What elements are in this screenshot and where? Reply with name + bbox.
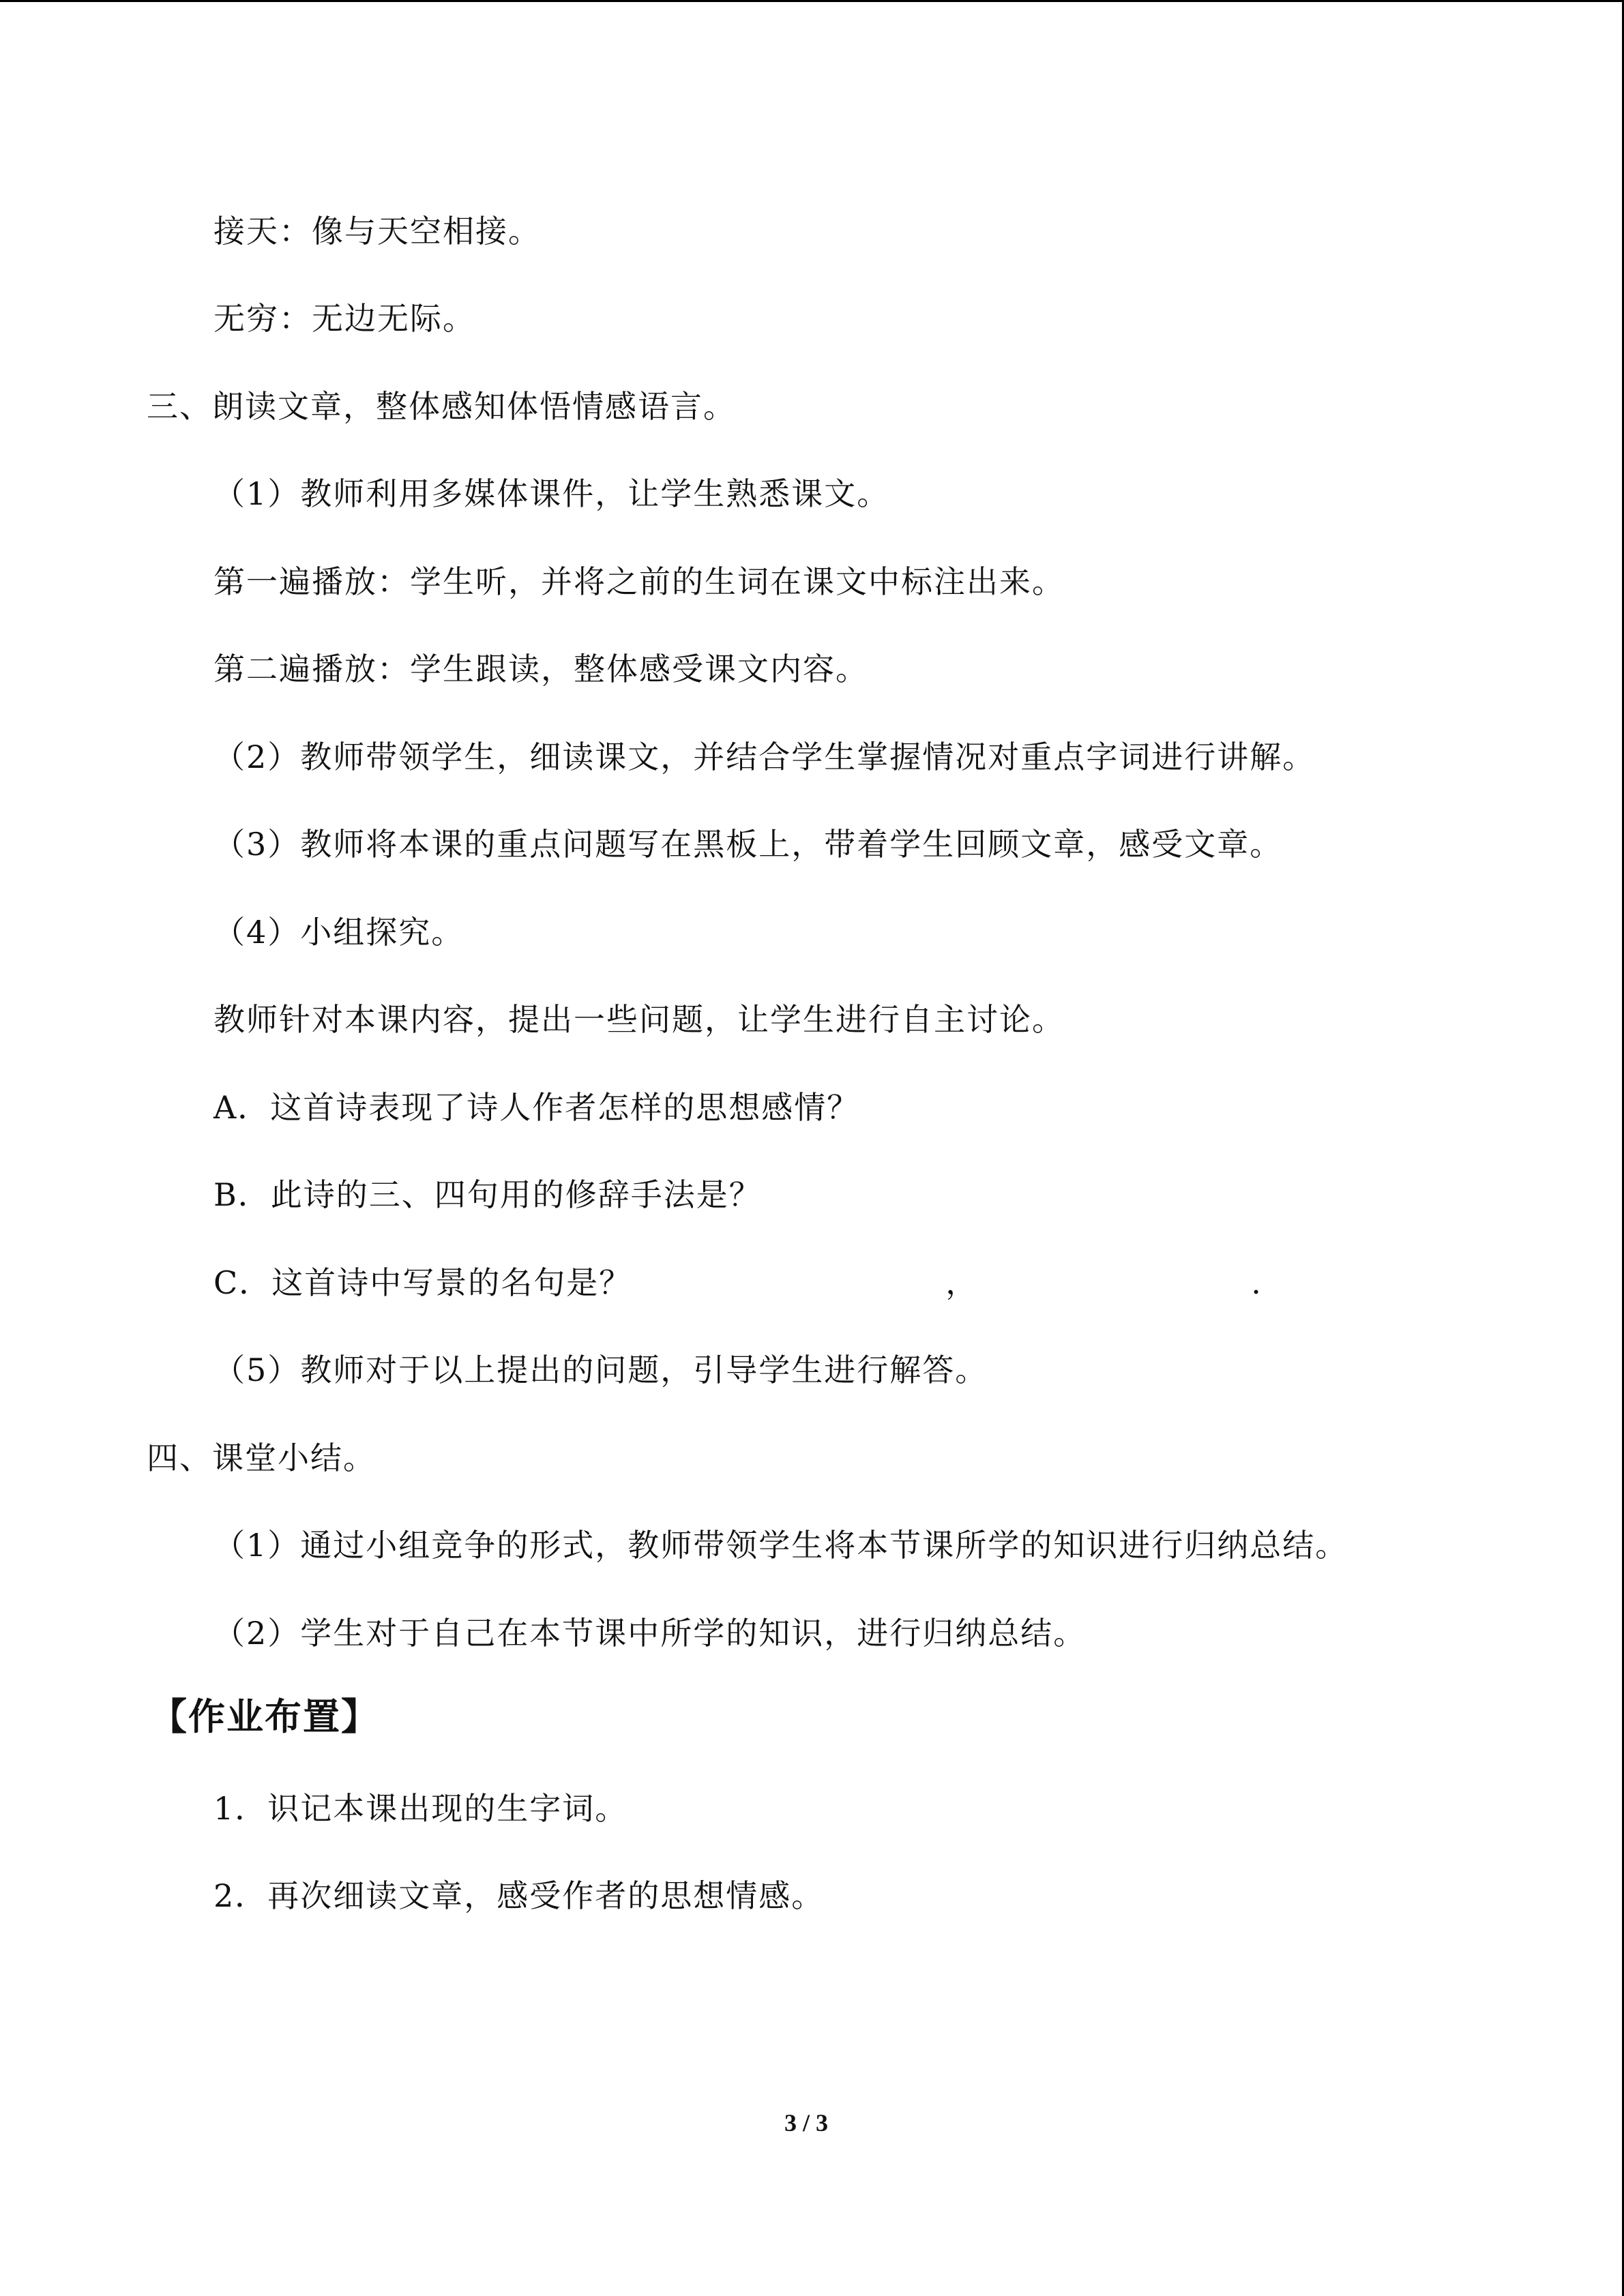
homework-heading: 【作业布置】 bbox=[150, 1695, 379, 1738]
page-number: 3 / 3 bbox=[784, 2109, 829, 2136]
answer-comma: ， bbox=[945, 1264, 979, 1301]
paragraph-line: （4）小组探究。 bbox=[213, 914, 464, 951]
paragraph-line: （2）学生对于自己在本节课中所学的知识，进行归纳总结。 bbox=[213, 1615, 1087, 1652]
paragraph-line: （5）教师对于以上提出的问题，引导学生进行解答。 bbox=[213, 1352, 988, 1388]
paragraph-line: （1）通过小组竞争的形式，教师带领学生将本节课所学的知识进行归纳总结。 bbox=[213, 1527, 1348, 1564]
question-line bbox=[213, 1262, 1263, 1303]
answer-period: . bbox=[1251, 1264, 1263, 1301]
question-c-text: C．这首诗中写景的名句是？ bbox=[213, 1264, 632, 1301]
paragraph-line: 教师针对本课内容，提出一些问题，让学生进行自主讨论。 bbox=[213, 1001, 1065, 1038]
paragraph-line: （2）教师带领学生，细读课文，并结合学生掌握情况对重点字词进行讲解。 bbox=[213, 739, 1316, 775]
paragraph-line: 第二遍播放：学生跟读，整体感受课文内容。 bbox=[213, 651, 868, 687]
homework-item: 1．识记本课出现的生字词。 bbox=[213, 1790, 628, 1827]
question-line: B．此诗的三、四句用的修辞手法是？ bbox=[213, 1176, 762, 1213]
vocab-line: 接天：像与天空相接。 bbox=[213, 213, 541, 250]
section-title: 四、课堂小结。 bbox=[147, 1440, 376, 1476]
vocab-line: 无穷：无边无际。 bbox=[213, 300, 475, 337]
page-top-border bbox=[0, 0, 1624, 2]
paragraph-line: （1）教师利用多媒体课件，让学生熟悉课文。 bbox=[213, 475, 890, 512]
question-line: A．这首诗表现了诗人作者怎样的思想感情？ bbox=[213, 1089, 860, 1126]
paragraph-line: 第一遍播放：学生听，并将之前的生词在课文中标注出来。 bbox=[213, 563, 1065, 600]
paragraph-line: （3）教师将本课的重点问题写在黑板上，带着学生回顾文章，感受文章。 bbox=[213, 826, 1283, 863]
homework-item: 2．再次细读文章，感受作者的思想情感。 bbox=[213, 1877, 825, 1914]
section-title: 三、朗读文章，整体感知体悟情感语言。 bbox=[147, 388, 736, 425]
